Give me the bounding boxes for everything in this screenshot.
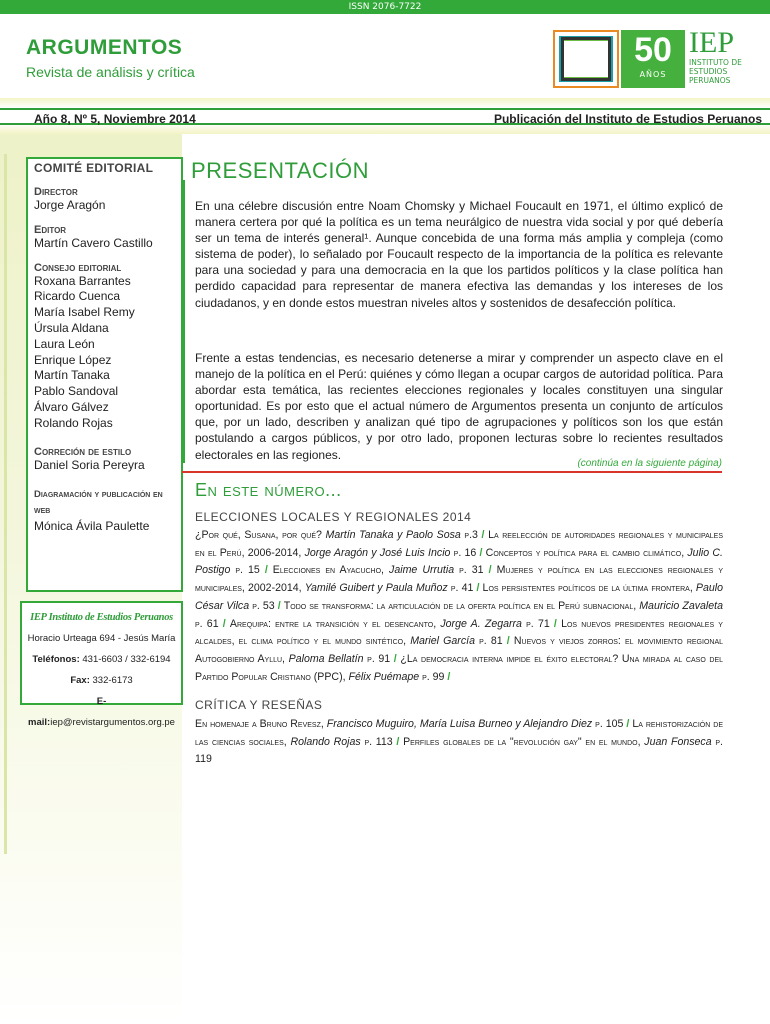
- item-author: Félix Puémape: [348, 670, 420, 683]
- item-page: p. 16: [450, 546, 477, 559]
- item-title: Arequipa: entre la transición y el desencanto,: [229, 617, 441, 630]
- item-title: La reelección de autoridades regionales y municipales en el Perú, 2006-2014,: [195, 529, 723, 559]
- item-title: La rehistorización de las ciencias sociales,: [195, 718, 723, 748]
- item-page: p. 105: [592, 718, 624, 730]
- separator: /: [259, 564, 273, 577]
- issue-info: Año 8, Nº 5, Noviembre 2014: [34, 112, 196, 126]
- separator: /: [473, 582, 483, 595]
- list-item: Rolando Rojas: [34, 415, 113, 430]
- item-title: Los persistentes políticos de la última frontera,: [482, 582, 696, 595]
- list-item: Roxana Barrantes: [34, 273, 131, 288]
- director-name: Jorge Aragón: [34, 198, 106, 212]
- contents-list-elecciones: [195, 527, 723, 686]
- item-page: p. 61: [195, 617, 219, 630]
- contents-item[interactable]: [273, 564, 484, 576]
- anniversary-label: AÑOS: [639, 70, 667, 79]
- committee-heading: COMITÉ EDITORIAL: [34, 161, 154, 175]
- presentacion-paragraph-2: Frente a estas tendencias, es necesario detenerse a mirar y comprender un aspecto clave en el manejo de la política en el Perú: quiénes y cómo llegan a ocupar cargos de autoridad política. Para abordar esta temática, las recientes elecciones regionales y locales constituyen una singular oportunidad. Es por esto que el actual número de Argumentos presenta un conjunto de artículos que, por un lado, describen y analizan qué tipo de agrupaciones y políticos son los que están postulando a cargos públicos, y por otro lado, proponen lecturas sobre lo recientes resultados electorales en las regiones.: [195, 351, 723, 462]
- contents-item[interactable]: [230, 618, 550, 630]
- phones-label: Teléfonos:: [32, 654, 80, 665]
- item-author: Jorge Aragón y José Luis Incio: [304, 546, 451, 559]
- contents-list-critica: [195, 716, 723, 769]
- item-author: Julio C. Postigo: [195, 546, 723, 577]
- editor-label: Editor: [34, 223, 67, 236]
- item-title: Elecciones en Ayacucho,: [272, 564, 390, 577]
- item-author: Paloma Bellatín: [288, 652, 364, 665]
- item-author: Jorge A. Zegarra: [440, 617, 522, 630]
- issn-bar: [0, 0, 770, 14]
- separator: /: [476, 546, 486, 559]
- phones: 431-6603 / 332-6194: [82, 654, 171, 665]
- iep-contact-box: [20, 601, 183, 728]
- separator: /: [549, 617, 562, 630]
- list-item: Úrsula Aldana: [34, 320, 109, 335]
- contents-heading: En este número...: [195, 480, 342, 500]
- item-page: p. 53: [249, 599, 275, 612]
- correccion-label: Correción de estilo: [34, 445, 132, 458]
- separator: /: [502, 635, 514, 648]
- separator: /: [623, 718, 633, 730]
- item-title: Mujeres y política en las elecciones regionales y municipales, 2002-2014,: [195, 564, 723, 595]
- separator: /: [477, 529, 489, 541]
- contents-item[interactable]: [195, 718, 623, 730]
- item-page: p. 71: [521, 617, 550, 630]
- item-page: p. 119: [195, 735, 723, 766]
- editorial-committee: [26, 157, 183, 592]
- item-title: Los nuevos presidentes regionales y alcaldes, el clima político y el mundo sintético,: [195, 617, 723, 648]
- email-label: E-mail:: [28, 696, 107, 728]
- presentacion-title: PRESENTACIÓN: [191, 158, 369, 183]
- email-link[interactable]: iep@revistargumentos.org.pe: [50, 717, 175, 728]
- fax: 332-6173: [92, 675, 133, 686]
- issn: ISSN 2076-7722: [348, 2, 422, 12]
- section-title-critica: CRÍTICA Y RESEÑAS: [195, 698, 323, 712]
- item-page: p.3: [460, 529, 478, 541]
- iep-address: Horacio Urteaga 694 - Jesús María: [27, 633, 176, 644]
- item-title: En homenaje a Bruno Revesz,: [195, 718, 327, 730]
- anniversary-badge: [621, 30, 685, 88]
- presentacion-paragraph-1: En una célebre discusión entre Noam Chomsky y Michael Foucault en 1971, el último explicó de manera certera por qué la política es un tema neurálgico de nuestra vida social y por qué debería ser un tema de interés general¹. Aunque concebida de una forma más amplia y compleja (como sistema de poder), lo señalado por Foucault respecto de la importancia de la política es relevante para una sociedad y para una democracia en la que los partidos políticos y la clase política han perdido capacidad para representar de manera efectiva las demandas y los intereses de los ciudadanos, y en donde estos muestran niveles altos y sostenidos de desafección política.: [195, 199, 723, 310]
- list-item: Pablo Sandoval: [34, 384, 119, 399]
- item-title: ¿Por qué, Susana, por qué?: [195, 529, 326, 541]
- separator: /: [444, 670, 451, 683]
- divider: [183, 180, 185, 463]
- item-author: Francisco Muguiro, María Luisa Burneo y Alejandro Diez: [326, 718, 593, 730]
- item-page: p. 41: [447, 582, 474, 595]
- list-item: Ricardo Cuenca: [34, 289, 121, 304]
- separator: /: [218, 617, 230, 630]
- item-author: Jaime Urrutia: [389, 564, 455, 577]
- item-title: Conceptos y política para el cambio climático,: [485, 546, 688, 559]
- anniversary-number: 50: [634, 31, 672, 69]
- separator: /: [483, 564, 497, 577]
- maze-logo-icon: [553, 30, 619, 88]
- section-title-elecciones: ELECCIONES LOCALES Y REGIONALES 2014: [195, 510, 472, 524]
- correccion-name: Daniel Soria Pereyra: [34, 457, 145, 472]
- red-divider: [182, 471, 722, 473]
- journal-subtitle: Revista de análisis y crítica: [26, 64, 195, 80]
- separator: /: [392, 735, 404, 748]
- item-author: Juan Fonseca: [644, 735, 712, 748]
- editor-name: Martín Cavero Castillo: [34, 235, 153, 250]
- diagramacion-label: Diagramación y publicación en web: [34, 489, 163, 517]
- item-title: Perfiles globales de la "revolución gay" en el mundo,: [403, 735, 645, 748]
- iep-logo-subtitle: INSTITUTO DE ESTUDIOS PERUANOS: [689, 58, 742, 85]
- item-page: p. 81: [474, 635, 503, 648]
- consejo-list: [34, 274, 175, 432]
- separator: /: [274, 599, 284, 612]
- consejo-label: Consejo editorial: [34, 261, 122, 274]
- contents-item[interactable]: [195, 529, 478, 541]
- item-page: p. 99: [419, 670, 445, 683]
- diagramacion-name: Mónica Ávila Paulette: [34, 519, 150, 534]
- iep-name: IEP Instituto de Estudios Peruanos: [30, 612, 173, 623]
- item-title: Todo se transforma: la articulación de la oferta política en el Perú subnacional,: [283, 599, 640, 612]
- item-author: Rolando Rojas: [290, 735, 361, 748]
- list-item: María Isabel Remy: [34, 305, 135, 320]
- director-label: Director: [34, 186, 78, 198]
- item-page: p. 31: [454, 564, 484, 577]
- item-author: Yamilé Guibert y Paula Muñoz: [304, 582, 448, 595]
- item-author: Paulo César Vilca: [195, 582, 723, 612]
- list-item: Martín Tanaka: [34, 368, 110, 383]
- publisher-info: Publicación del Instituto de Estudios Peruanos: [493, 112, 762, 126]
- separator: /: [390, 652, 401, 665]
- item-page: p. 15: [230, 564, 260, 577]
- item-page: p. 91: [363, 652, 391, 665]
- list-item: Álvaro Gálvez: [34, 399, 109, 414]
- item-title: ¿La democracia interna impide el éxito electoral? Una mirada al caso del Partido Popular Cristiano (PPC),: [195, 652, 724, 683]
- item-author: Mauricio Zavaleta: [639, 599, 723, 612]
- item-title: Nuevos y viejos zorros: el movimiento regional Autogobierno Ayllu,: [195, 635, 724, 665]
- journal-title: ARGUMENTOS: [26, 36, 183, 59]
- list-item: Laura León: [34, 336, 95, 351]
- fax-label: Fax:: [70, 675, 90, 686]
- list-item: Enrique López: [34, 352, 112, 367]
- item-author: Mariel García: [410, 635, 475, 648]
- iep-logo: IEP: [689, 26, 734, 59]
- item-page: p. 113: [360, 735, 393, 748]
- item-author: Martín Tanaka y Paolo Sosa: [325, 529, 461, 541]
- continues-note: (continúa en la siguiente página): [577, 458, 722, 469]
